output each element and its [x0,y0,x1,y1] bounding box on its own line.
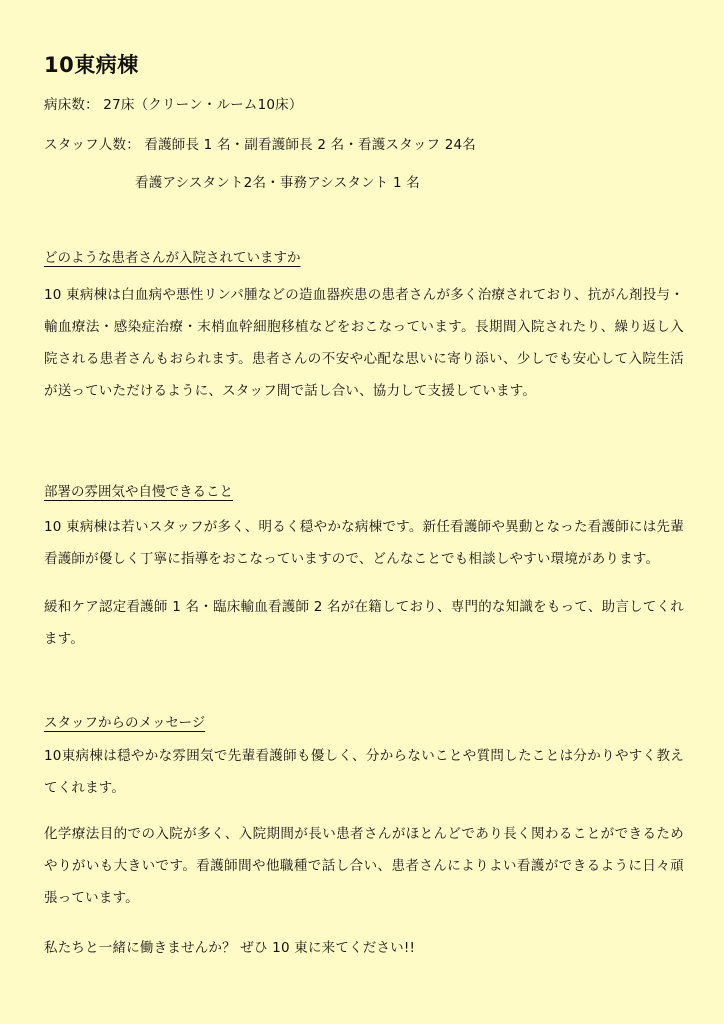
section-body-message-2: 化学療法目的での入院が多く、入院期間が長い患者さんがほとんどであり長く関わることができるためやりがいも大きいです。看護師間や他職種で話し合い、患者さんによりよい看護ができるように日々頑張っています。 [44,826,684,906]
bed-count: 病床数： 27床（クリーン・ルーム10床） [44,97,303,113]
staff-count-line-2: 看護アシスタント2名・事務アシスタント 1 名 [135,175,420,191]
section-heading-message: スタッフからのメッセージ [44,715,206,731]
section-body-message-3: 私たちと一緒に働きませんか？ ぜひ 10 東に来てください!! [44,940,416,956]
page-title: 10東病棟 [44,53,139,77]
section-heading-patients: どのような患者さんが入院されていますか [44,250,301,266]
section-body-atmosphere-2: 緩和ケア認定看護師 1 名・臨床輸血看護師 2 名が在籍しており、専門的な知識をもって、助言してくれます。 [44,599,684,647]
section-body-message-1: 10東病棟は穏やかな雰囲気で先輩看護師も優しく、分からないことや質問したことは分かりやすく教えてくれます。 [44,748,684,796]
section-body-atmosphere-1: 10 東病棟は若いスタッフが多く、明るく穏やかな病棟です。新任看護師や異動となった看護師には先輩看護師が優しく丁寧に指導をおこなっていますので、どんなことでも相談しやすい環境があります。 [44,519,684,567]
staff-count-line-1: スタッフ人数： 看護師長 1 名・副看護師長 2 名・看護スタッフ 24名 [44,137,477,153]
section-heading-atmosphere: 部署の雰囲気や自慢できること [44,484,233,500]
section-body-patients: 10 東病棟は白血病や悪性リンパ腫などの造血器疾患の患者さんが多く治療されており、抗がん剤投与・輸血療法・感染症治療・末梢血幹細胞移植などをおこなっています。長期間入院されたり、繰り返し入院される患者さんもおられます。患者さんの不安や心配な思いに寄り添い、少しでも安心して入院生活が送っていただけるように、スタッフ間で話し合い、協力して支援しています。 [44,287,684,399]
